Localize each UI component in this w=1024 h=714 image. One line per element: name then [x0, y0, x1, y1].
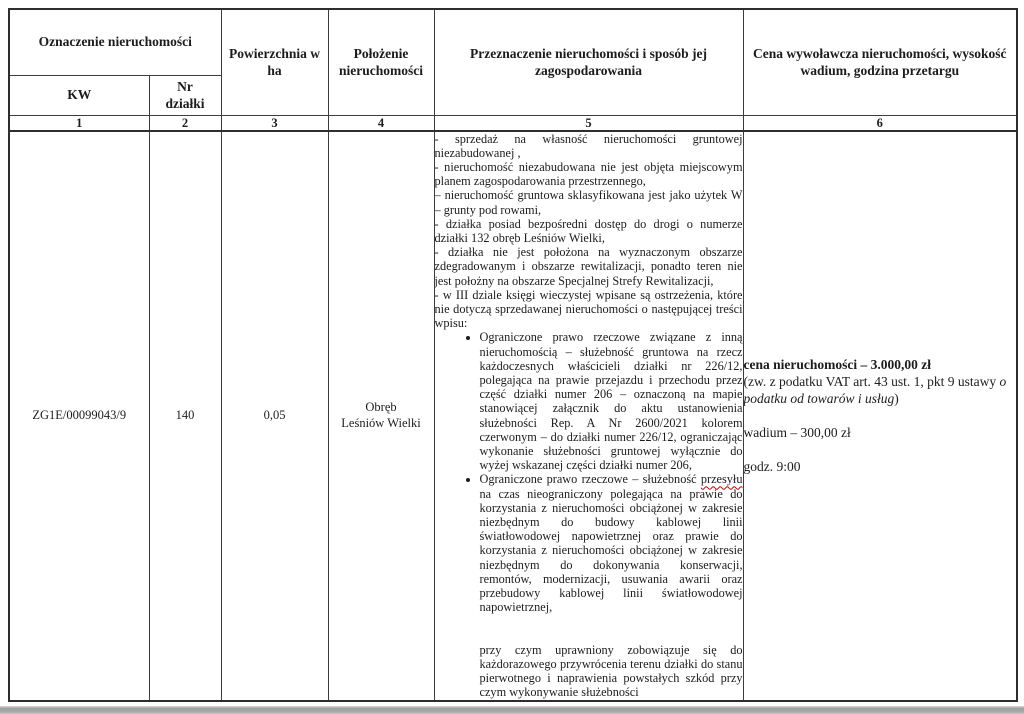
polozenie-line-2: Leśniów Wielki	[341, 415, 421, 430]
header-nr-dzialki	[149, 75, 221, 115]
cell-cena	[743, 131, 1017, 701]
przeznaczenie-paragraph: - sprzedaż na własność nieruchomości gruntowej niezabudowanej ,	[434, 131, 743, 160]
bullet-text-prefix: Ograniczone prawo rzeczowe – służebność	[479, 472, 701, 487]
column-number-3: 3	[221, 115, 328, 131]
header-polozenie: Położenie nieruchomości	[328, 9, 434, 115]
polozenie-line-1: Obręb	[365, 399, 397, 414]
przeznaczenie-paragraph: - w III dziale księgi wieczystej wpisane są ostrzeżenia, które nie dotyczą sprzedawanej nieruchomości o następującej treści wpisu:	[434, 287, 743, 331]
column-number-1: 1	[9, 115, 149, 131]
bullet-item-sluzebnosc-przesylu	[480, 472, 743, 614]
header-kw: KW	[9, 75, 149, 115]
cell-polozenie	[328, 131, 434, 701]
przeznaczenie-paragraph: - działka nie jest położona na wyznaczonym obszarze zdegradowanym i obszarze rewitalizacji, ponadto teren nie jest położny na obszarze Specjalnej Strefy Rewitalizacji,	[434, 245, 743, 288]
bullet-text: Ograniczone prawo rzeczowe związane z inną nieruchomością – służebność gruntowa na rzecz każdoczesnych właścicieli działki nr 226/12, polegająca na prawie przejazdu i przechodu przez część działki numer 206 – oznaczoną na mapie stanowiącej załącznik do aktu ustanowienia służebności Rep. A Nr 2600/2021 kolorem czerwonym – do działki numer 226/12, ograniczając wykonanie służebności gruntowej wyłącznie do wyżej wskazanej części działki numer 206,	[479, 330, 743, 473]
table-row	[9, 131, 1017, 701]
vat-note-prefix: (zw. z podatku VAT art. 43 ust. 1, pkt 9 ustawy	[743, 374, 1000, 390]
przeznaczenie-paragraph: - działka posiad bezpośredni dostęp do drogi o numerze działki 132 obręb Leśniów Wielki,	[434, 216, 743, 246]
przeznaczenie-closing-paragraph: przy czym uprawniony zobowiązuje się do każdorazowego przywrócenia terenu działki do stanu pierwotnego i naprawienia powstałych szkód przy czym wykonywanie służebności	[479, 642, 743, 700]
vat-note-suffix: )	[894, 391, 899, 407]
misspelled-word: przesyłu	[700, 472, 743, 487]
vat-note-act-title: o podatku od towarów i usług	[743, 374, 1007, 407]
cell-kw-number: ZG1E/00099043/9	[9, 131, 149, 701]
header-oznaczenie-nieruchomosci: Oznaczenie nieruchomości	[9, 9, 221, 75]
auction-time-line: godz. 9:00	[743, 459, 801, 475]
header-przeznaczenie: Przeznaczenie nieruchomości i sposób jej zagospodarowania	[434, 9, 743, 115]
price-line: cena nieruchomości – 3.000,00 zł	[743, 357, 931, 373]
bullet-item-sluzebnosc-gruntowa	[480, 330, 743, 472]
column-number-2: 2	[149, 115, 221, 131]
column-number-4: 4	[328, 115, 434, 131]
window-edge-bar	[0, 706, 1024, 714]
bullet-text-rest: na czas nieograniczony polegająca na prawie do korzystania z nieruchomości obciążonej w zakresie niezbędnym do budowy kablowej linii światłowodowej napowietrznej oraz prawie do korzystania z nieruchomości obciążonej w zakresie niezbędnym do dokonywania konserwacji, remontów, modernizacji, usuwania awarii oraz przebudowy kablowej linii światłowodowej napowietrznej,	[479, 486, 743, 615]
cell-powierzchnia: 0,05	[221, 131, 328, 701]
cell-nr-dzialki: 140	[149, 131, 221, 701]
przeznaczenie-paragraph: – nieruchomość gruntowa sklasyfikowana jest jako użytek W – grunty pod rowami,	[434, 188, 743, 217]
vat-note	[744, 373, 1017, 407]
ograniczenia-bullet-list	[435, 330, 743, 614]
auction-table	[8, 8, 1018, 702]
przeznaczenie-paragraph: - nieruchomość niezabudowana nie jest objęta miejscowym planem zagospodarowania przestrzennego,	[434, 160, 743, 189]
column-number-5: 5	[434, 115, 743, 131]
cell-przeznaczenie	[434, 131, 743, 701]
header-nr-dzialki-label: Nr działki	[165, 78, 205, 112]
wadium-line: wadium – 300,00 zł	[743, 425, 851, 441]
header-cena-wywolawcza: Cena wywoławcza nieruchomości, wysokość wadium, godzina przetargu	[743, 9, 1017, 115]
header-powierzchnia: Powierzchnia w ha	[221, 9, 328, 115]
column-number-6: 6	[743, 115, 1017, 131]
